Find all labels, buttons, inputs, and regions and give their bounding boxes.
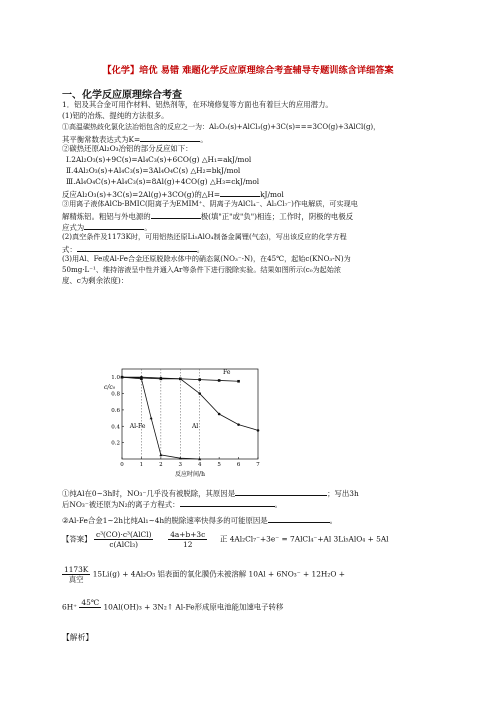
fraction-numerator: c³(CO)·c³(AlCl)	[95, 530, 152, 539]
question-line: (2)真空条件及1173K时，可用铝热还原Li₅AlO₄制备金属锂(气态)，写出该反应的化学方程	[62, 232, 347, 241]
x-tick-label: 1	[139, 462, 144, 468]
data-point	[198, 378, 201, 381]
answer-blank	[151, 210, 201, 219]
question-line: 50mg·L⁻¹、维持溶液呈中性并通入Ar等条件下进行脱除实验。结果如图所示(c₀为起始浓	[62, 265, 341, 274]
punctuation: 。	[196, 245, 205, 254]
answer-blank	[268, 514, 330, 523]
condition-bottom: 真空	[68, 575, 84, 584]
data-point	[150, 416, 153, 419]
punctuation: 。	[200, 135, 208, 144]
section-heading: 一、化学反应原理综合考查	[62, 90, 182, 101]
answer-block	[62, 565, 345, 584]
y-tick-label: 0.4	[111, 424, 120, 431]
nitrate-removal-chart	[90, 363, 270, 481]
data-point	[218, 413, 221, 416]
question-text: 式：	[62, 245, 77, 254]
data-point	[179, 378, 182, 381]
punctuation: 。	[329, 516, 338, 525]
condition-bottom	[79, 608, 101, 617]
series-label: Fe	[223, 368, 231, 376]
question-line	[62, 498, 282, 510]
y-axis-label: c/c₀	[104, 384, 116, 391]
question-text: ①纯Al在0~3h时，NO₃⁻几乎没有被脱除，其原因是	[62, 489, 236, 498]
reaction-condition	[62, 565, 90, 584]
y-tick-label: 0.2	[111, 440, 120, 447]
equilibrium-expression	[94, 530, 154, 549]
x-tick-label: 7	[256, 462, 260, 468]
unit-text: kJ/mol	[260, 190, 284, 199]
answer-text: 15Li(g) + 4Al₂O₃ 铝表面的氧化膜仍未被溶解 10Al + 6NO₃⁻ + 12H₂O +	[92, 569, 345, 579]
data-point	[257, 429, 260, 432]
y-tick-label: 0.6	[111, 407, 120, 414]
question-line: ③用离子液体AlCb-BMIC(阳离子为EMIM⁺、阴离子为AlCl₄⁻、Al₂Cl₇⁻)作电解质，可实现电	[62, 199, 358, 208]
data-point	[198, 392, 201, 395]
data-point	[237, 380, 240, 383]
data-point	[160, 377, 163, 380]
question-line: (3)用Al、Fe或Al-Fe合金还原脱除水体中的硝态氮(NO₃⁻-N)，在45℃，起始c(KNO₃-N)为	[62, 254, 351, 263]
question-text: 其平衡常数表达式为K=	[62, 135, 141, 144]
y-tick-label: 0.8	[111, 391, 120, 398]
punctuation: 。	[274, 500, 282, 509]
question-line: 1．铝及其合金可用作材料、铝热剂等，在环境修复等方面也有着巨大的应用潜力。	[62, 100, 333, 109]
question-text: 应式为	[62, 223, 85, 232]
x-tick-label: 5	[217, 462, 221, 468]
question-line	[62, 514, 337, 526]
answer-block	[62, 530, 389, 549]
answer-blank	[220, 188, 260, 197]
question-line: ②碳热还原Al₂O₃冶铝的部分反应如下：	[62, 144, 193, 153]
answer-label: 【答案】	[62, 534, 92, 544]
data-point	[237, 423, 240, 426]
x-tick-label: 2	[159, 462, 163, 468]
x-tick-label: 4	[197, 462, 202, 468]
fraction-numerator: 4a+b+3c	[170, 530, 206, 539]
question-text: 后NO₃⁻被还原为N₂的离子方程式：	[62, 500, 180, 509]
answer-blank	[235, 487, 327, 496]
data-point	[121, 376, 124, 379]
answer-text: 6H⁺	[62, 602, 78, 612]
reaction-condition	[79, 598, 101, 617]
fraction-denominator: 12	[183, 540, 193, 549]
x-axis-label: 反应时间/h	[175, 471, 205, 478]
analysis-label: 【解析】	[62, 633, 94, 642]
question-text: ；写出3h	[327, 489, 359, 498]
reaction-line: Ⅲ.Al₄O₄C(s)+Al₄C₃(s)=8Al(g)+4CO(g) △H₃=ckJ/mol	[66, 177, 260, 186]
data-point	[140, 376, 143, 379]
question-line: 度、c为剩余浓度)：	[62, 276, 129, 285]
punctuation: 。	[144, 223, 152, 232]
reaction-line: Ⅰ.2Al₂O₃(s)+9C(s)=Al₄C₃(s)+6CO(g) △H₁=akJ/mol	[66, 155, 252, 164]
answer-blank	[180, 498, 275, 507]
x-tick-label: 0	[120, 462, 124, 468]
question-text: 解精炼铝。粗铝与外电源的	[62, 212, 151, 221]
x-tick-label: 3	[178, 462, 183, 468]
question-text: 反应Al₂O₃(s)+3C(s)=2Al(g)+3CO(g)的△H=	[62, 190, 221, 199]
reaction-line: Ⅱ.4Al₂O₃(s)+Al₄C₃(s)=3Al₄O₄C(s) △H₂=bkJ/mol	[66, 166, 241, 175]
answer-text: 10Al(OH)₃ + 3N₂↑ Al-Fe形成原电池能加速电子转移	[103, 602, 284, 612]
y-tick-label: 1.0	[111, 375, 120, 382]
series-label: Al	[191, 422, 199, 430]
enthalpy-expression	[168, 530, 207, 549]
answer-blank	[77, 243, 197, 252]
question-text: 极(填"正"或"负")相连；工作时，阴极的电极反	[200, 212, 354, 221]
question-text: ②Al-Fe合金1~2h比纯Al₁~4h的脱除速率快得多的可能原因是	[62, 516, 268, 525]
condition-top: 1173K	[64, 565, 89, 574]
data-point	[218, 379, 221, 382]
answer-block	[62, 598, 283, 617]
question-line: (1)铝的冶炼、提纯的方法很多。	[62, 111, 169, 120]
condition-top: 45℃	[81, 598, 100, 607]
page-title: 【化学】培优 易错 难题化学反应原理综合考查辅导专题训练含详细答案	[102, 65, 394, 76]
question-line: ①高温碳热歧化氯化法冶铝包含的反应之一为：Al₂O₃(s)+AlCl₃(g)+3C(s)===3CO(g)+3AlCl(g)，	[62, 123, 381, 131]
answer-text: 正 4Al₂Cl₇⁻+3e⁻ = 7AlCl₄⁻+Al 3Li₅AlO₄ + 5Al	[219, 534, 389, 544]
answer-blank	[140, 133, 200, 142]
x-tick-label: 6	[236, 462, 241, 468]
fraction-denominator: c(AlCl₃)	[109, 540, 138, 549]
answer-blank	[84, 221, 144, 230]
series-label: Al-Fe	[129, 422, 146, 430]
